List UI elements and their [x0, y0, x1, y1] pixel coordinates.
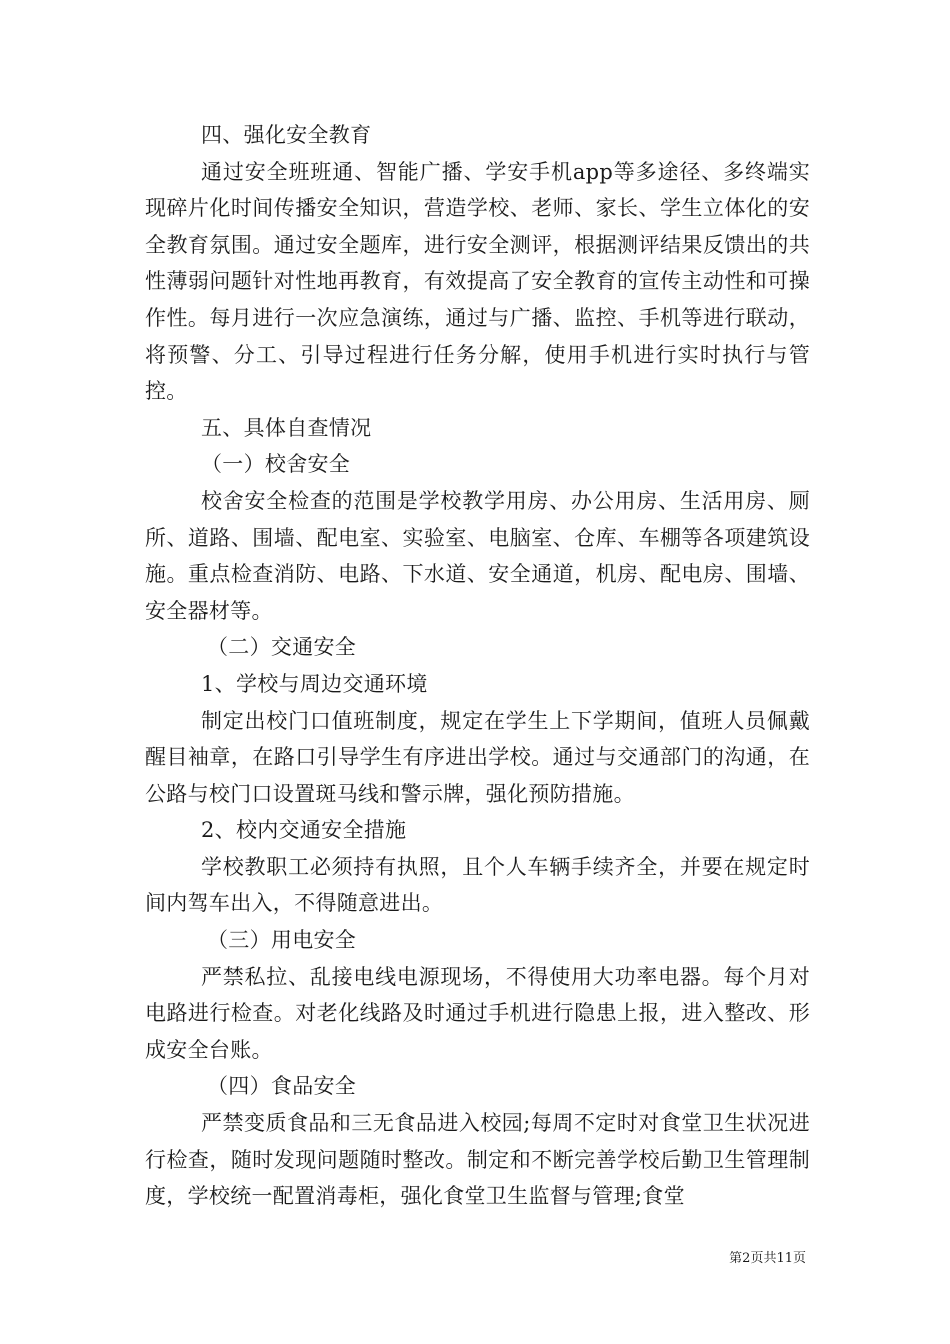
subheading-electrical-safety: （三）用电安全: [207, 928, 357, 953]
paragraph-safety-education: 通过安全班班通、智能广播、学安手机app等多途径、多终端实现碎片化时间传播安全知识，营造学校、老师、家长、学生立体化的安全教育氛围。通过安全题库，进行安全测评，根据测评结果反馈出的共性薄弱问题针对性地再教育，有效提高了安全教育的宣传主动性和可操作性。每月进行一次应急演练，通过与广播、监控、手机等进行联动，将预警、分工、引导过程进行任务分解，使用手机进行实时执行与管控。: [145, 159, 810, 404]
section-heading-safety-education: 四、强化安全教育: [201, 123, 372, 147]
subheading-campus-traffic: 2、校内交通安全措施: [201, 818, 407, 843]
subheading-traffic-safety: （二）交通安全: [207, 635, 357, 660]
paragraph-school-building-safety: 校舍安全检查的范围是学校教学用房、办公用房、生活用房、厕所、道路、围墙、配电室、实验室、电脑室、仓库、车棚等各项建筑设施。重点检查消防、电路、下水道、安全通道，机房、配电房、围墙、安全器材等。: [145, 488, 810, 623]
paragraph-electrical-safety: 严禁私拉、乱接电线电源现场，不得使用大功率电器。每个月对电路进行检查。对老化线路及时通过手机进行隐患上报，进入整改、形成安全台账。: [145, 964, 810, 1062]
page-number-footer: [0, 1247, 806, 1266]
paragraph-campus-traffic: 学校教职工必须持有执照，且个人车辆手续齐全，并要在规定时间内驾车出入，不得随意进出。: [145, 854, 810, 916]
subheading-surrounding-traffic: 1、学校与周边交通环境: [201, 671, 428, 696]
subheading-school-building-safety: （一）校舍安全: [201, 452, 351, 477]
paragraph-food-safety: 严禁变质食品和三无食品进入校园;每周不定时对食堂卫生状况进行检查，随时发现问题随时整改。制定和不断完善学校后勤卫生管理制度，学校统一配置消毒柜，强化食堂卫生监督与管理;食堂: [145, 1111, 810, 1209]
page-number-text: 第2页共11页: [729, 1251, 806, 1266]
paragraph-surrounding-traffic: 制定出校门口值班制度，规定在学生上下学期间，值班人员佩戴醒目袖章，在路口引导学生有序进出学校。通过与交通部门的沟通，在公路与校门口设置斑马线和警示牌，强化预防措施。: [145, 708, 810, 806]
subheading-food-safety: （四）食品安全: [207, 1074, 357, 1099]
section-heading-self-inspection: 五、具体自查情况: [201, 415, 372, 440]
document-body: [145, 117, 810, 1215]
